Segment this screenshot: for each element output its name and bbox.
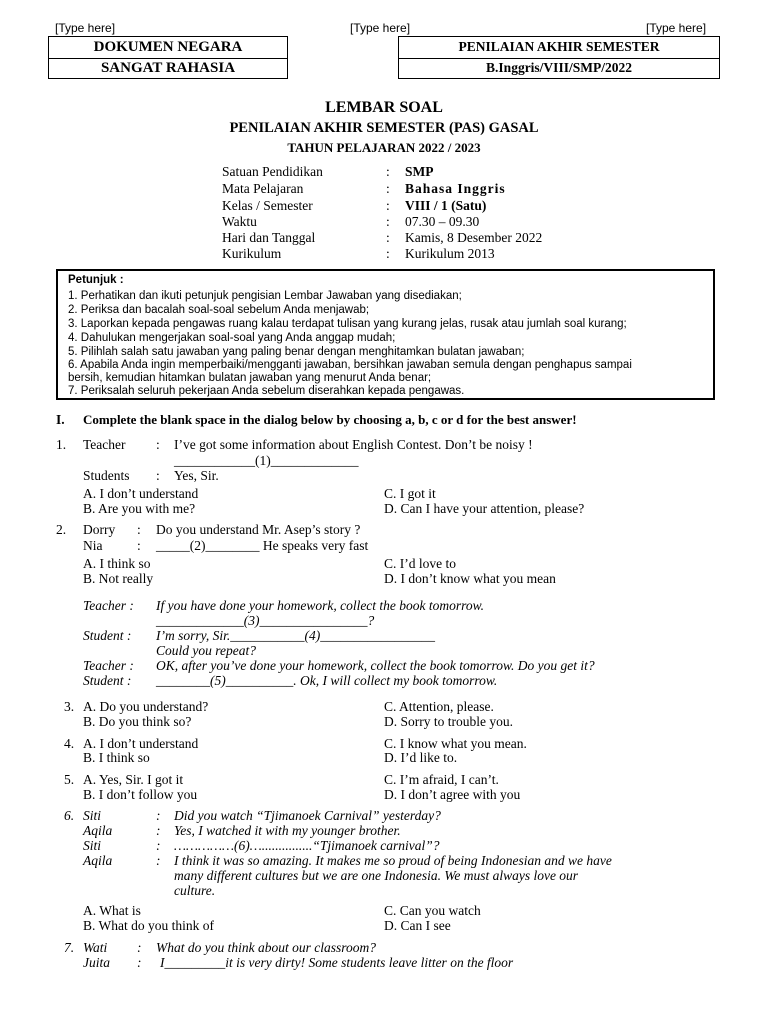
info-key: Kelas / Semester — [222, 198, 313, 213]
info-colon: : — [386, 164, 390, 179]
section-number: I. — [56, 412, 65, 427]
info-value: Bahasa Inggris — [405, 181, 506, 196]
exam-code: B.Inggris/VIII/SMP/2022 — [399, 58, 719, 79]
dialog-line: ……………(6)…...............“Tjimanoek carnival”? — [174, 838, 440, 853]
instruction-item: 1. Perhatikan dan ikuti petunjuk pengisian Lembar Jawaban yang disediakan; — [68, 290, 462, 302]
dialog-colon: : — [156, 437, 160, 452]
dialog-line: Could you repeat? — [156, 643, 256, 658]
question-number: 4. — [64, 736, 75, 751]
dialog-line: Do you understand Mr. Asep’s story ? — [156, 522, 361, 537]
dialog-colon: : — [137, 522, 141, 537]
info-value: Kurikulum 2013 — [405, 246, 495, 261]
option-d: D. Sorry to trouble you. — [384, 714, 513, 729]
info-value: SMP — [405, 164, 434, 179]
classification-line-1: DOKUMEN NEGARA — [93, 38, 243, 55]
info-colon: : — [386, 246, 390, 261]
option-d: D. I don’t agree with you — [384, 787, 521, 802]
dialog-speaker: Student : — [83, 673, 132, 688]
classification-line-2: SANGAT RAHASIA — [49, 58, 287, 79]
question-number: 3. — [64, 699, 75, 714]
option-b: B. Not really — [83, 571, 154, 586]
dialog-colon: : — [137, 955, 142, 970]
dialog-speaker: Nia — [83, 538, 103, 553]
instruction-item: 3. Laporkan kepada pengawas ruang kalau terdapat tulisan yang kurang jelas, rusak atau jumlah soal kurang; — [68, 318, 627, 330]
info-key: Waktu — [222, 214, 257, 229]
info-key: Kurikulum — [222, 246, 282, 261]
info-colon: : — [386, 181, 390, 196]
info-value: 07.30 – 09.30 — [405, 214, 480, 229]
option-c: C. Can you watch — [384, 903, 481, 918]
option-d: D. Can I have your attention, please? — [384, 501, 585, 516]
instruction-item: bersih, kemudian hitamkan bulatan jawaban yang menurut Anda benar; — [68, 372, 432, 384]
option-b: B. Do you think so? — [83, 714, 192, 729]
instructions-title: Petunjuk : — [68, 274, 124, 286]
dialog-line: I’ve got some information about English Contest. Don’t be noisy ! — [174, 437, 533, 452]
question-number: 7. — [64, 940, 75, 955]
option-b: B. Are you with me? — [83, 501, 196, 516]
question-number: 6. — [64, 808, 75, 823]
dialog-colon: : — [156, 808, 161, 823]
option-c: C. I’d love to — [384, 556, 456, 571]
dialog-line: What do you think about our classroom? — [156, 940, 376, 955]
option-a: A. I don’t understand — [83, 486, 199, 501]
dialog-speaker: Teacher — [83, 437, 126, 452]
option-b: B. I think so — [83, 750, 150, 765]
doc-subtitle: PENILAIAN AKHIR SEMESTER (PAS) GASAL — [229, 120, 539, 136]
info-value: VIII / 1 (Satu) — [405, 198, 487, 213]
dialog-line: many different cultures but we are one Indonesia. We must always love our — [174, 868, 579, 883]
dialog-speaker: Aqila — [83, 853, 113, 868]
info-key: Mata Pelajaran — [222, 181, 304, 196]
answer-blank: ____________(1)_____________ — [174, 453, 359, 468]
dialog-line: I think it was so amazing. It makes me so proud of being Indonesian and we have — [174, 853, 612, 868]
instructions-box — [56, 269, 715, 400]
dialog-speaker: Wati — [83, 940, 108, 955]
instruction-item: 4. Dahulukan mengerjakan soal-soal yang Anda anggap mudah; — [68, 332, 396, 344]
dialog-line: OK, after you’ve done your homework, collect the book tomorrow. Do you get it? — [156, 658, 595, 673]
dialog-speaker: Student : — [83, 628, 132, 643]
dialog-speaker: Siti — [83, 808, 102, 823]
dialog-speaker: Juita — [83, 955, 110, 970]
option-c: C. Attention, please. — [384, 699, 494, 714]
exam-info-box — [398, 36, 720, 79]
question-number: 1. — [56, 437, 67, 452]
classification-box — [48, 36, 288, 79]
dialog-line: _____(2)________ He speaks very fast — [156, 538, 369, 553]
info-colon: : — [386, 214, 390, 229]
dialog-line: Yes, I watched it with my younger brother. — [174, 823, 401, 838]
header-placeholder-left: [Type here] — [55, 21, 116, 35]
dialog-line: _____________(3)________________? — [156, 613, 375, 628]
option-a: A. What is — [83, 903, 141, 918]
doc-year: TAHUN PELAJARAN 2022 / 2023 — [287, 140, 481, 155]
dialog-colon: : — [156, 853, 161, 868]
header-placeholder-center: [Type here] — [350, 21, 411, 35]
dialog-colon: : — [156, 823, 161, 838]
info-colon: : — [386, 230, 390, 245]
dialog-speaker: Students — [83, 468, 130, 483]
option-d: D. I don’t know what you mean — [384, 571, 556, 586]
option-a: A. Do you understand? — [83, 699, 209, 714]
dialog-line: ________(5)__________. Ok, I will collect my book tomorrow. — [156, 673, 498, 688]
dialog-colon: : — [156, 468, 160, 483]
dialog-line: culture. — [174, 883, 216, 898]
doc-title: LEMBAR SOAL — [325, 99, 443, 116]
dialog-line: Did you watch “Tjimanoek Carnival” yesterday? — [174, 808, 441, 823]
instruction-item: 2. Periksa dan bacalah soal-soal sebelum Anda menjawab; — [68, 304, 370, 316]
instruction-item: 7. Periksalah seluruh pekerjaan Anda sebelum diserahkan kepada pengawas. — [68, 385, 465, 397]
question-number: 2. — [56, 522, 67, 537]
dialog-speaker: Dorry — [83, 522, 116, 537]
section-instruction: Complete the blank space in the dialog below by choosing a, b, c or d for the best answer! — [83, 412, 577, 427]
option-a: A. I don’t understand — [83, 736, 199, 751]
option-c: C. I’m afraid, I can’t. — [384, 772, 499, 787]
header-placeholder-right: [Type here] — [646, 21, 707, 35]
dialog-line: I_________it is very dirty! Some students leave litter on the floor — [160, 955, 514, 970]
info-key: Satuan Pendidikan — [222, 164, 323, 179]
question-number: 5. — [64, 772, 75, 787]
info-value: Kamis, 8 Desember 2022 — [405, 230, 543, 245]
dialog-speaker: Aqila — [83, 823, 113, 838]
exam-title: PENILAIAN AKHIR SEMESTER — [458, 39, 660, 55]
option-a: A. I think so — [83, 556, 151, 571]
instruction-item: 6. Apabila Anda ingin memperbaiki/mengganti jawaban, bersihkan jawaban semula dengan penghapus sampai — [68, 359, 632, 371]
instruction-item: 5. Pilihlah salah satu jawaban yang paling benar dengan menghitamkan bulatan jawaban; — [68, 346, 525, 358]
dialog-speaker: Teacher : — [83, 598, 134, 613]
dialog-speaker: Siti — [83, 838, 102, 853]
dialog-colon: : — [137, 940, 142, 955]
option-b: B. What do you think of — [83, 918, 214, 933]
info-key: Hari dan Tanggal — [222, 230, 316, 245]
dialog-colon: : — [137, 538, 141, 553]
option-c: C. I got it — [384, 486, 436, 501]
option-d: D. I’d like to. — [384, 750, 458, 765]
option-b: B. I don’t follow you — [83, 787, 198, 802]
dialog-colon: : — [156, 838, 161, 853]
dialog-line: If you have done your homework, collect the book tomorrow. — [156, 598, 485, 613]
dialog-line: Yes, Sir. — [174, 468, 219, 483]
dialog-speaker: Teacher : — [83, 658, 134, 673]
option-c: C. I know what you mean. — [384, 736, 527, 751]
dialog-line: I’m sorry, Sir.___________(4)_________________ — [156, 628, 435, 643]
option-d: D. Can I see — [384, 918, 451, 933]
option-a: A. Yes, Sir. I got it — [83, 772, 184, 787]
info-colon: : — [386, 198, 390, 213]
